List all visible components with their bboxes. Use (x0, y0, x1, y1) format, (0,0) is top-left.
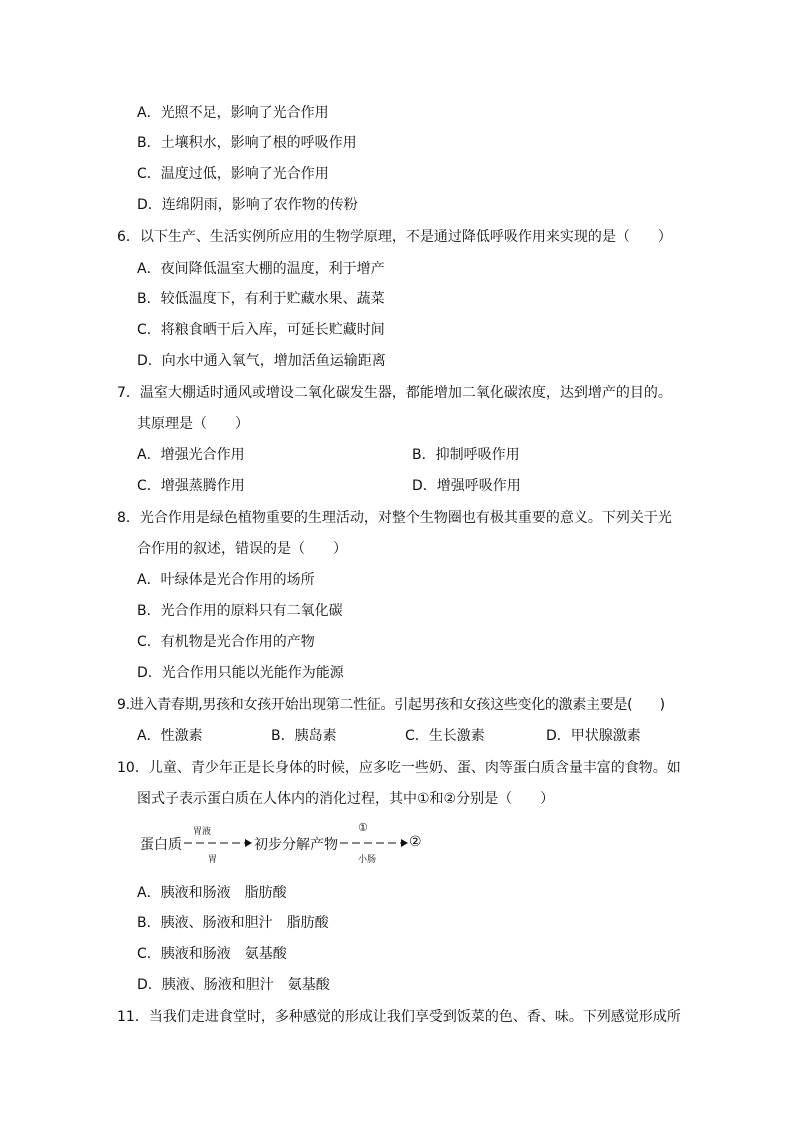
q6-stem: 6．以下生产、生活实例所应用的生物学原理，不是通过降低呼吸作用来实现的是（ ） (117, 229, 672, 245)
q10-stem-cont: 图式子表示蛋白质在人体内的消化过程，其中①和②分别是（ ） (137, 791, 555, 807)
q6-option-d: D．向水中通入氧气，增加活鱼运输距离 (137, 353, 386, 369)
q10-option-c: C．胰液和肠液 氨基酸 (137, 946, 287, 962)
q9-option-d: D．甲状腺激素 (546, 728, 641, 744)
q8-stem-cont: 合作用的叙述，错误的是（ ） (137, 541, 347, 557)
q7-stem: 7．温室大棚适时通风或增设二氧化碳发生器，都能增加二氧化碳浓度，达到增产的目的。 (117, 385, 672, 401)
diagram-arrow1-top-label: 胃液 (193, 827, 212, 837)
q6-option-a: A．夜间降低温室大棚的温度，利于增产 (137, 261, 385, 277)
q7-option-a: A．增强光合作用 (137, 447, 245, 463)
q8-stem: 8．光合作用是绿色植物重要的生理活动，对整个生物圈也有极其重要的意义。下列关于光 (117, 510, 672, 526)
q5-option-b: B．土壤积水，影响了根的呼吸作用 (137, 135, 357, 151)
q9-option-a: A．性激素 (137, 728, 203, 744)
q8-option-a: A．叶绿体是光合作用的场所 (137, 572, 315, 588)
q8-option-c: C．有机物是光合作用的产物 (137, 634, 315, 650)
q8-option-b: B．光合作用的原料只有二氧化碳 (137, 603, 343, 619)
q10-option-a: A．胰液和肠液 脂肪酸 (137, 885, 287, 901)
q6-option-b: B．较低温度下，有利于贮藏水果、蔬菜 (137, 291, 385, 307)
diagram-arrow-2 (339, 838, 409, 848)
q7-option-b: B．抑制呼吸作用 (412, 447, 520, 463)
q7-option-c: C．增强蒸腾作用 (137, 478, 245, 494)
q10-option-b: B．胰液、肠液和胆汁 脂肪酸 (137, 915, 329, 931)
q5-option-d: D．连绵阴雨，影响了农作物的传粉 (137, 197, 358, 213)
q11-stem: 11．当我们走进食堂时，多种感觉的形成让我们享受到饭菜的色、香、味。下列感觉形成所 (117, 1009, 681, 1025)
diagram-end: ② (409, 834, 422, 850)
diagram-arrow2-top-label: ① (358, 821, 368, 834)
diagram-middle: 初步分解产物 (254, 837, 338, 853)
q7-stem-cont: 其原理是（ ） (137, 416, 249, 432)
q5-option-a: A．光照不足，影响了光合作用 (137, 105, 329, 121)
q10-option-d: D．胰液、肠液和胆汁 氨基酸 (137, 977, 330, 993)
diagram-arrow-1 (183, 838, 253, 848)
q6-option-c: C．将粮食晒干后入库，可延长贮藏时间 (137, 322, 385, 338)
q10-stem: 10．儿童、青少年正是长身体的时候，应多吃一些奶、蛋、肉等蛋白质含量丰富的食物。如 (117, 760, 681, 776)
q9-option-c: C．生长激素 (405, 728, 485, 744)
q9-stem: 9.进入青春期,男孩和女孩开始出现第二性征。引起男孩和女孩这些变化的激素主要是( ) (117, 697, 665, 713)
q9-option-b: B．胰岛素 (271, 728, 337, 744)
q8-option-d: D．光合作用只能以光能作为能源 (137, 665, 344, 681)
diagram-start: 蛋白质 (140, 837, 182, 853)
q5-option-c: C．温度过低，影响了光合作用 (137, 166, 329, 182)
diagram-arrow1-bottom-label: 胃 (208, 855, 218, 865)
q7-option-d: D．增强呼吸作用 (412, 478, 521, 494)
diagram-arrow2-bottom-label: 小肠 (358, 855, 377, 865)
